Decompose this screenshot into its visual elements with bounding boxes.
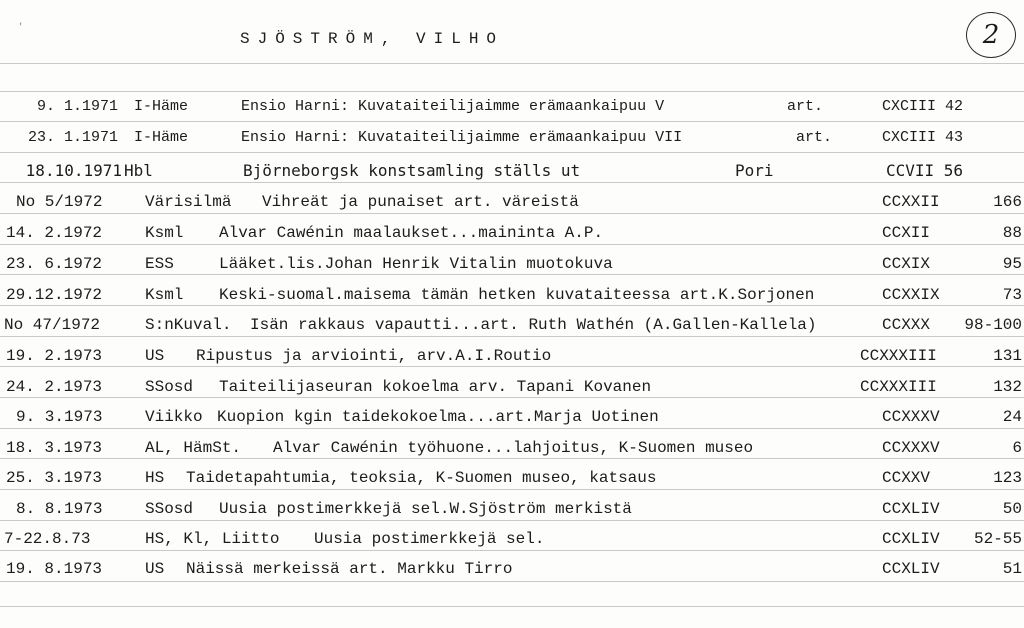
entry-reference: CCXXV: [882, 469, 931, 487]
entry-date: 9. 3.1973: [16, 408, 103, 426]
entry-text: Näissä merkeissä art. Markku Tirro: [186, 560, 513, 578]
entry-page: 51: [1002, 560, 1022, 578]
entry-page: 50: [1002, 500, 1022, 518]
card-number-circle: 2: [966, 12, 1016, 58]
list-item: [0, 525, 1024, 554]
entry-page: 24: [1002, 408, 1022, 426]
entry-reference: CCXLIV: [882, 530, 940, 548]
entry-date: No 5/1972: [16, 193, 103, 211]
entry-reference: CXCIII 43: [882, 129, 964, 146]
list-item: [0, 342, 1024, 371]
entry-source: Ksml: [145, 224, 184, 242]
entry-date: 18. 3.1973: [6, 439, 103, 457]
entry-text: Ripustus ja arviointi, arv.A.I.Routio: [196, 347, 552, 365]
list-item: [0, 373, 1024, 402]
entry-text: Kuopion kgin taidekokoelma...art.Marja Uotinen: [217, 408, 659, 426]
entry-note: art.: [796, 129, 833, 146]
entry-date: No 47/1972: [4, 316, 101, 334]
entry-reference: CCXIX: [882, 255, 931, 273]
entry-text: Taidetapahtumia, teoksia, K-Suomen museo, katsaus: [186, 469, 657, 487]
entry-source: SSosd: [145, 500, 194, 518]
entry-reference: CCXLIV: [882, 560, 940, 578]
entry-date: 23. 6.1972: [6, 255, 103, 273]
entry-text: Keski-suomal.maisema tämän hetken kuvataiteessa art.K.Sorjonen: [219, 286, 815, 304]
entry-date: 25. 3.1973: [6, 469, 103, 487]
list-item: [0, 188, 1024, 217]
entry-text: Uusia postimerkkejä sel.W.Sjöström merkistä: [219, 500, 632, 518]
entry-text: Ensio Harni: Kuvataiteilijaimme erämaankaipuu VII: [241, 129, 683, 146]
entry-page: 98-100: [964, 316, 1022, 334]
entry-date: 9. 1.1971: [36, 98, 118, 115]
entry-reference: CCXXII: [882, 193, 940, 211]
entry-page: 123: [993, 469, 1022, 487]
entry-source: US: [145, 347, 165, 365]
entry-note: art.: [787, 98, 824, 115]
entry-text: Alvar Cawénin työhuone...lahjoitus, K-Suomen museo: [273, 439, 754, 457]
entry-note: Pori: [735, 161, 774, 180]
entry-text: Ensio Harni: Kuvataiteilijaimme erämaankaipuu V: [241, 98, 665, 115]
list-item: [0, 92, 1024, 121]
list-item: [0, 281, 1024, 310]
entry-page: 95: [1002, 255, 1022, 273]
entry-reference: CXCIII 42: [882, 98, 964, 115]
entry-date: 8. 8.1973: [16, 500, 103, 518]
entry-source: Ksml: [145, 286, 184, 304]
entry-reference: CCVII 56: [886, 161, 964, 180]
ruled-line: [0, 606, 1024, 607]
entry-date: 19. 2.1973: [6, 347, 103, 365]
entry-reference: CCXXXIII: [860, 347, 937, 365]
entry-reference: CCXII: [882, 224, 931, 242]
list-item: [0, 123, 1024, 152]
ruled-line: [0, 121, 1024, 122]
ruled-line: [0, 152, 1024, 153]
list-item: [0, 555, 1024, 584]
paper-speck: ': [18, 22, 24, 32]
entry-text: Vihreät ja punaiset art. väreistä: [262, 193, 579, 211]
entry-source: Hbl: [124, 161, 153, 180]
entry-source: I-Häme: [134, 98, 189, 115]
entry-reference: CCXXXV: [882, 439, 940, 457]
entry-page: 166: [993, 193, 1022, 211]
entry-page: 132: [993, 378, 1022, 396]
entry-date: 19. 8.1973: [6, 560, 103, 578]
entry-text: Lääket.lis.Johan Henrik Vitalin muotokuva: [219, 255, 613, 273]
list-item: [0, 434, 1024, 463]
entry-text: Uusia postimerkkejä sel.: [314, 530, 545, 548]
entry-text: Björneborgsk konstsamling ställs ut: [243, 161, 581, 180]
entry-page: 73: [1002, 286, 1022, 304]
entry-date: 23. 1.1971: [27, 129, 118, 146]
entry-date: 24. 2.1973: [6, 378, 103, 396]
entry-source: HS, Kl, Liitto: [145, 530, 280, 548]
entry-reference: CCXXX: [882, 316, 931, 334]
entry-page: 6: [1012, 439, 1022, 457]
entry-reference: CCXXXV: [882, 408, 940, 426]
entry-source: HS: [145, 469, 165, 487]
entry-date: 14. 2.1972: [6, 224, 103, 242]
entry-date: 18.10.1971: [25, 161, 122, 180]
ruled-line: [0, 63, 1024, 64]
list-item: [0, 495, 1024, 524]
entry-text: Alvar Cawénin maalaukset...maininta A.P.: [219, 224, 604, 242]
entry-reference: CCXXXIII: [860, 378, 937, 396]
entry-page: 52-55: [973, 530, 1022, 548]
entry-source: Viikko: [145, 408, 203, 426]
entry-text: Isän rakkaus vapautti...art. Ruth Wathén (A.Gallen-Kallela): [250, 316, 817, 334]
entry-source: Värisilmä: [145, 193, 232, 211]
entry-reference: CCXLIV: [882, 500, 940, 518]
entry-source: S:nKuval.: [145, 316, 232, 334]
entry-date: 29.12.1972: [6, 286, 103, 304]
entry-source: I-Häme: [134, 129, 189, 146]
entry-text: Taiteilijaseuran kokoelma arv. Tapani Kovanen: [219, 378, 652, 396]
entry-source: AL, HämSt.: [145, 439, 242, 457]
entry-page: 88: [1002, 224, 1022, 242]
entry-source: SSosd: [145, 378, 194, 396]
list-item: [0, 219, 1024, 248]
entry-page: 131: [993, 347, 1022, 365]
card-heading: SJÖSTRÖM, VILHO: [240, 30, 505, 48]
list-item: [0, 403, 1024, 432]
list-item: [0, 156, 1024, 185]
entry-date: 7-22.8.73: [4, 530, 91, 548]
list-item: [0, 250, 1024, 279]
list-item: [0, 464, 1024, 493]
entry-source: US: [145, 560, 165, 578]
entry-reference: CCXXIX: [882, 286, 940, 304]
list-item: [0, 311, 1024, 340]
entry-source: ESS: [145, 255, 174, 273]
